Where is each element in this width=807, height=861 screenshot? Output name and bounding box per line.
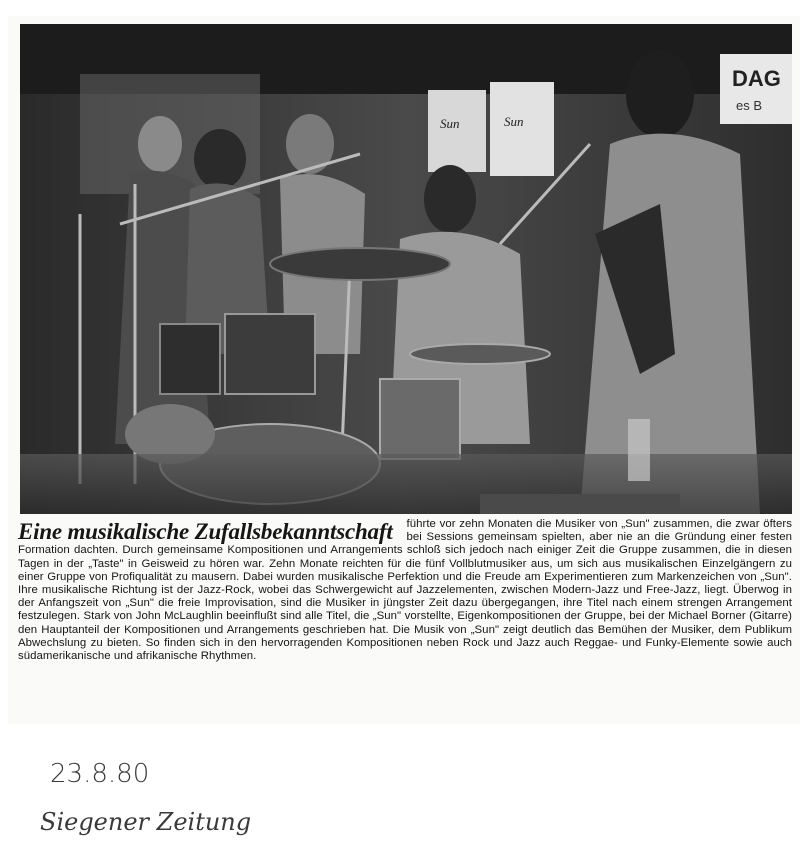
sun-sign-right	[490, 82, 554, 176]
handwritten-notes	[40, 752, 360, 852]
headline: Eine musikalische Zufallsbekanntschaft	[18, 519, 393, 544]
handwritten-date: 23.8.80	[50, 759, 150, 789]
handwritten-annotation	[40, 752, 360, 852]
article-body: führte vor zehn Monaten die Musiker von „Sun" zusammen, die zwar öfters bei Sessions gemeinsam spielten, aber nie an die Gründung einer festen Formation dachten. Durch gemeinsame Kompositionen und Arrangements schloß sich jedoch nach einiger Zeit die Gruppe zusammen, die in diesen Tagen in der „Taste" in Geisweid zu hören war. Zehn Monate reichten für die fünf Vollblutmusiker aus, um sich aus musikalischen Einzelgängern zu einer Gruppe von Profiqualität zu mausern. Dabei wurden musikalische Perfektion und die Freude am Experimentieren zum Markenzeichen von „Sun". Ihre musikalische Richtung ist der Jazz-Rock, wobei das Schwergewicht auf Jazzelementen, zwischen Modern-Jazz und Free-Jazz, liegt. Überwog in der Anfangszeit von „Sun" die freie Improvisation, sind die Musiker in jüngster Zeit dazu übergegangen, ihre Titel nach einem strengen Arrangement festzulegen. Stark von John McLaughlin beeinflußt sind alle Titel, die „Sun" vorstellte, Eigenkompositionen der Gruppe, bei der Michael Borner (Gitarre) den Hauptanteil der Kompositionen und Arrangements geschrieben hat. Die Musik von „Sun" zeigt deutlich das Bemühen der Musiker, dem Publikum Abwechslung zu bieten. So finden sich in den hervorragenden Kompositionen neben Rock und Jazz auch Reggae- und Funky-Elemente sowie auch südamerikanische und afrikanische Rhythmen.	[18, 518, 792, 663]
band-photo-drawing	[20, 24, 792, 514]
svg-text:DAG: DAG	[732, 66, 781, 91]
banner	[720, 54, 792, 124]
sun-sign-left	[428, 90, 486, 172]
svg-text:es B: es B	[736, 98, 763, 113]
article	[18, 518, 792, 663]
handwritten-source: Siegener Zeitung	[40, 808, 252, 836]
band-photo	[20, 24, 792, 514]
newspaper-clipping	[8, 16, 800, 724]
svg-text:Sun: Sun	[440, 116, 460, 131]
svg-text:Sun: Sun	[504, 114, 524, 129]
